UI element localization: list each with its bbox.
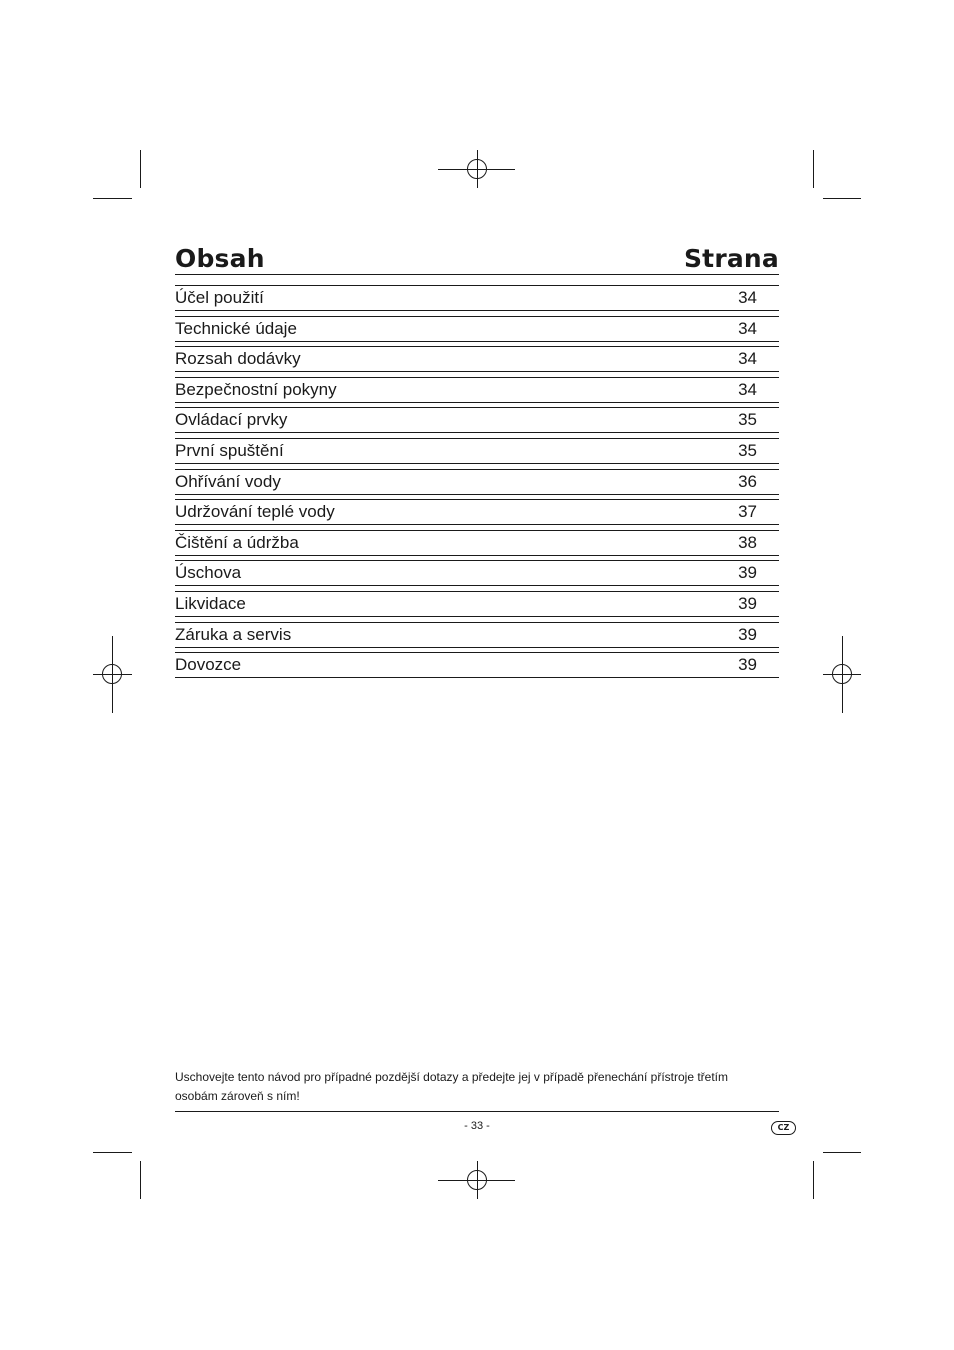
toc-entry-title: Ohřívání vody xyxy=(175,471,281,491)
toc-entry xyxy=(175,499,779,525)
toc-entry-title: Záruka a servis xyxy=(175,624,292,644)
keep-manual-note xyxy=(175,1068,779,1106)
crop-mark xyxy=(823,1152,861,1153)
page-column-heading: Strana xyxy=(683,244,779,273)
toc-entry-title: Dovozce xyxy=(175,655,242,675)
toc-entry xyxy=(175,316,779,342)
toc-entry-page: 34 xyxy=(738,288,757,307)
toc-header xyxy=(175,240,779,275)
toc-entry xyxy=(175,560,779,586)
toc-entry-page: 38 xyxy=(738,532,757,552)
footer-divider xyxy=(175,1111,779,1112)
toc-entry-title: Rozsah dodávky xyxy=(175,349,301,369)
toc-entry xyxy=(175,652,779,678)
crop-mark xyxy=(813,1161,814,1199)
toc-entry-title: Úschova xyxy=(175,563,242,583)
toc-title: Obsah xyxy=(175,244,265,273)
toc-entry-title: Ovládací prvky xyxy=(175,410,288,430)
toc-entry-page: 34 xyxy=(738,349,757,369)
crop-mark xyxy=(93,198,132,199)
toc-entry-page: 39 xyxy=(738,593,757,613)
toc-entry-title: Čištění a údržba xyxy=(175,532,299,552)
language-badge: CZ xyxy=(771,1121,796,1135)
toc-entry-title: Technické údaje xyxy=(175,318,297,338)
toc-entry-page: 34 xyxy=(738,379,757,399)
toc-entry-page: 37 xyxy=(738,502,757,522)
toc-entry-title: První spuštění xyxy=(175,440,284,460)
toc-entry xyxy=(175,285,779,311)
toc-entry-page: 35 xyxy=(738,410,757,430)
toc-entry-page: 34 xyxy=(738,318,757,338)
keep-manual-note-line: Uschovejte tento návod pro případné pozdější dotazy a předejte jej v případě přenechání přístroje třetím xyxy=(175,1070,728,1084)
registration-circle xyxy=(467,159,487,179)
toc-entry-page: 39 xyxy=(738,655,757,675)
toc-entry-page: 39 xyxy=(738,563,757,583)
toc-entry-title: Udržování teplé vody xyxy=(175,502,335,522)
toc-entry-page: 39 xyxy=(738,624,757,644)
registration-circle xyxy=(102,664,122,684)
toc-entry-title: Likvidace xyxy=(175,593,246,613)
crop-mark xyxy=(140,150,141,188)
page-number: - 33 - xyxy=(464,1120,490,1132)
keep-manual-note-line: osobám zároveň s ním! xyxy=(175,1089,300,1103)
toc-entry-page: 36 xyxy=(738,471,757,491)
toc-entry xyxy=(175,377,779,403)
toc-entry-page: 35 xyxy=(738,440,757,460)
registration-circle xyxy=(832,664,852,684)
toc-entry xyxy=(175,407,779,433)
toc-entry xyxy=(175,591,779,617)
toc-entry-title: Bezpečnostní pokyny xyxy=(175,379,337,399)
toc-entry xyxy=(175,622,779,648)
toc-entry xyxy=(175,438,779,464)
toc-entry xyxy=(175,530,779,556)
table-of-contents xyxy=(175,285,779,683)
toc-entry-title: Účel použití xyxy=(175,288,264,307)
crop-mark xyxy=(93,1152,132,1153)
crop-mark xyxy=(140,1161,141,1199)
toc-entry xyxy=(175,469,779,495)
crop-mark xyxy=(823,198,861,199)
crop-mark xyxy=(813,150,814,188)
registration-circle xyxy=(467,1170,487,1190)
toc-entry xyxy=(175,346,779,372)
